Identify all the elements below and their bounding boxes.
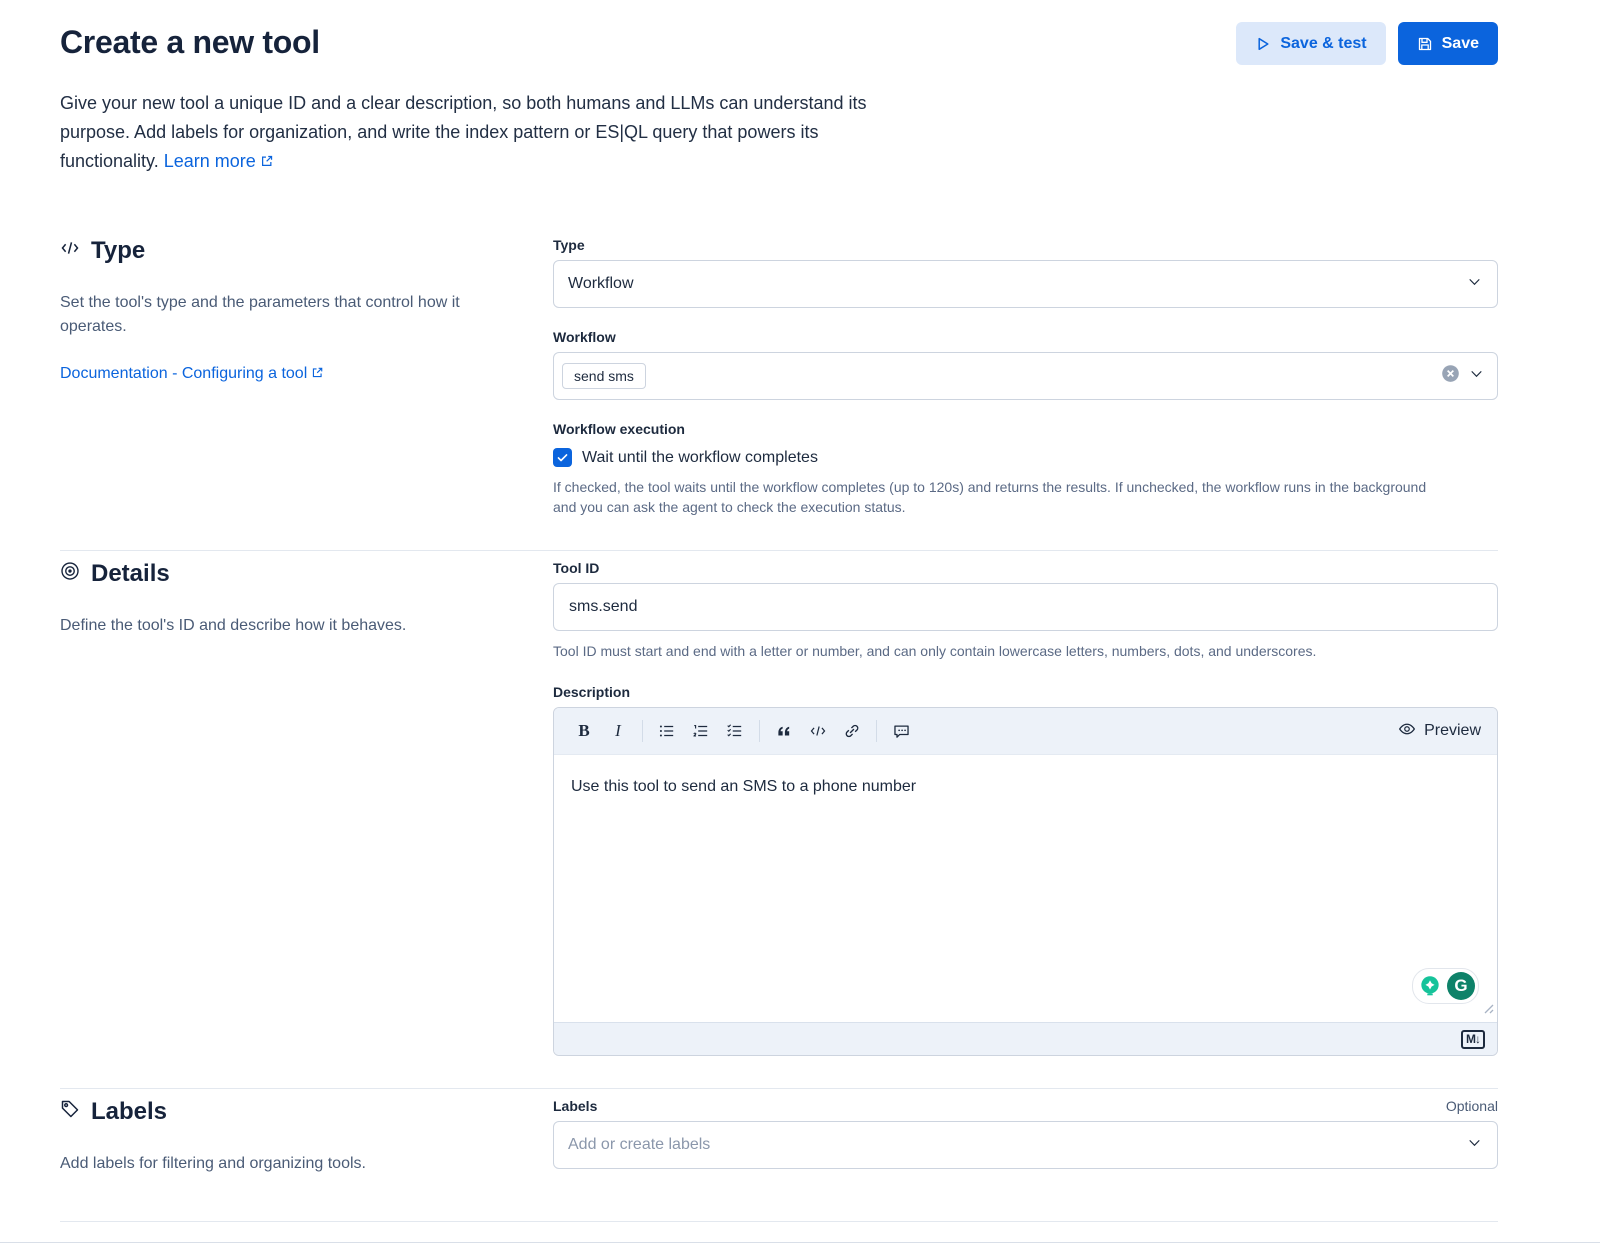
resize-handle[interactable] <box>1481 1001 1494 1019</box>
code-block-icon[interactable] <box>804 717 832 745</box>
bold-icon[interactable]: B <box>570 717 598 745</box>
type-select-value: Workflow <box>568 275 634 292</box>
chevron-down-icon <box>1466 273 1483 295</box>
toolbar-separator <box>759 720 760 742</box>
save-icon <box>1417 36 1433 52</box>
description-label: Description <box>553 684 631 700</box>
labels-row-right <box>553 1098 1498 1176</box>
ordered-list-icon[interactable] <box>687 717 715 745</box>
wait-for-workflow-checkbox-row[interactable] <box>553 448 1498 467</box>
details-section-heading <box>60 560 515 588</box>
workflow-field-label: Workflow <box>553 329 616 345</box>
labels-field-header <box>553 1098 1498 1114</box>
page-subtitle-text: Give your new tool a unique ID and a clear description, so both humans and LLMs can understand its purpose. Add labels for organization, and write the index pattern or ES|QL query that powers its functionality. <box>60 93 867 171</box>
workflow-combo-controls <box>1441 364 1485 388</box>
page-header <box>60 22 1498 65</box>
chevron-down-icon[interactable] <box>1466 1134 1483 1156</box>
tool-id-input[interactable] <box>553 583 1498 631</box>
documentation-link[interactable] <box>60 365 324 384</box>
labels-section-heading <box>60 1098 515 1126</box>
save-and-test-button[interactable] <box>1236 22 1385 65</box>
eye-icon <box>1398 720 1416 743</box>
details-row-left <box>60 560 515 1056</box>
comment-icon[interactable] <box>887 717 915 745</box>
type-row <box>60 237 1498 517</box>
toolbar-separator <box>876 720 877 742</box>
tag-icon <box>60 1098 80 1126</box>
grammarly-widget[interactable] <box>1412 968 1479 1004</box>
details-row-right <box>553 560 1498 1056</box>
unordered-list-icon[interactable] <box>653 717 681 745</box>
type-row-right <box>553 237 1498 517</box>
description-textarea[interactable] <box>554 754 1497 1022</box>
toolbar-list-group <box>653 717 749 745</box>
description-value: Use this tool to send an SMS to a phone number <box>571 778 917 795</box>
bottom-bar-edge <box>0 1242 1600 1243</box>
details-row <box>60 560 1498 1056</box>
grammarly-suggestion-icon <box>1416 972 1444 1000</box>
quote-icon[interactable] <box>770 717 798 745</box>
labels-row <box>60 1098 1498 1176</box>
labels-placeholder: Add or create labels <box>568 1136 711 1153</box>
editor-footer <box>554 1022 1497 1055</box>
toolbar-insert-group <box>770 717 866 745</box>
type-row-left <box>60 237 515 517</box>
header-actions <box>1236 22 1498 65</box>
italic-icon[interactable]: I <box>604 717 632 745</box>
clear-selection-icon[interactable] <box>1441 364 1460 388</box>
labels-section-description: Add labels for filtering and organizing tools. <box>60 1155 366 1172</box>
toolbar-text-group <box>570 717 632 745</box>
type-field-label: Type <box>553 237 585 253</box>
details-section-description: Define the tool's ID and describe how it behaves. <box>60 617 407 634</box>
tool-id-label: Tool ID <box>553 560 600 576</box>
grammarly-logo-icon <box>1447 972 1475 1000</box>
markdown-icon: M↓ <box>1461 1030 1485 1049</box>
save-label: Save <box>1441 34 1479 52</box>
task-list-icon[interactable] <box>721 717 749 745</box>
save-and-test-label: Save & test <box>1280 34 1367 52</box>
page-title: Create a new tool <box>60 24 320 60</box>
type-select[interactable] <box>553 260 1498 308</box>
toolbar-separator <box>642 720 643 742</box>
labels-row-left <box>60 1098 515 1176</box>
grammarly-g: G <box>1454 976 1468 995</box>
external-link-icon <box>260 148 274 177</box>
labels-section-title: Labels <box>91 1098 168 1125</box>
wait-for-workflow-checkbox-label: Wait until the workflow completes <box>582 448 818 466</box>
play-icon <box>1255 36 1271 52</box>
editor-toolbar <box>554 708 1497 754</box>
details-section-title: Details <box>91 560 170 587</box>
preview-toggle[interactable] <box>1398 720 1481 743</box>
optional-tag: Optional <box>1445 1098 1498 1114</box>
learn-more-label: Learn more <box>163 151 256 171</box>
code-icon <box>60 237 80 265</box>
section-divider <box>60 550 1498 551</box>
type-section-title: Type <box>91 237 146 264</box>
bullseye-icon <box>60 560 80 588</box>
workflow-combobox[interactable] <box>553 352 1498 400</box>
section-divider <box>60 1221 1498 1222</box>
labels-combobox[interactable] <box>553 1121 1498 1169</box>
workflow-execution-label: Workflow execution <box>553 421 685 437</box>
workflow-execution-help: If checked, the tool waits until the workflow completes (up to 120s) and returns the results. If unchecked, the workflow runs in the background and you can ask the agent to check the execution status. <box>553 479 1427 515</box>
chevron-down-icon[interactable] <box>1468 365 1485 387</box>
type-section-heading <box>60 237 515 265</box>
learn-more-link[interactable] <box>164 151 274 171</box>
markdown-editor <box>553 707 1498 1056</box>
preview-label: Preview <box>1424 722 1481 739</box>
save-button[interactable] <box>1398 22 1498 65</box>
type-section-description: Set the tool's type and the parameters that control how it operates. <box>60 294 460 335</box>
link-icon[interactable] <box>838 717 866 745</box>
tool-id-help: Tool ID must start and end with a letter or number, and can only contain lowercase letters, numbers, dots, and underscores. <box>553 643 1317 659</box>
section-divider <box>60 1088 1498 1089</box>
external-link-icon <box>311 366 324 384</box>
workflow-selected-pill[interactable]: send sms <box>562 363 646 389</box>
documentation-link-label: Documentation - Configuring a tool <box>60 365 308 382</box>
labels-field-label: Labels <box>553 1098 598 1114</box>
page-subtitle <box>60 89 898 177</box>
checkbox-checked-icon[interactable] <box>553 448 572 467</box>
